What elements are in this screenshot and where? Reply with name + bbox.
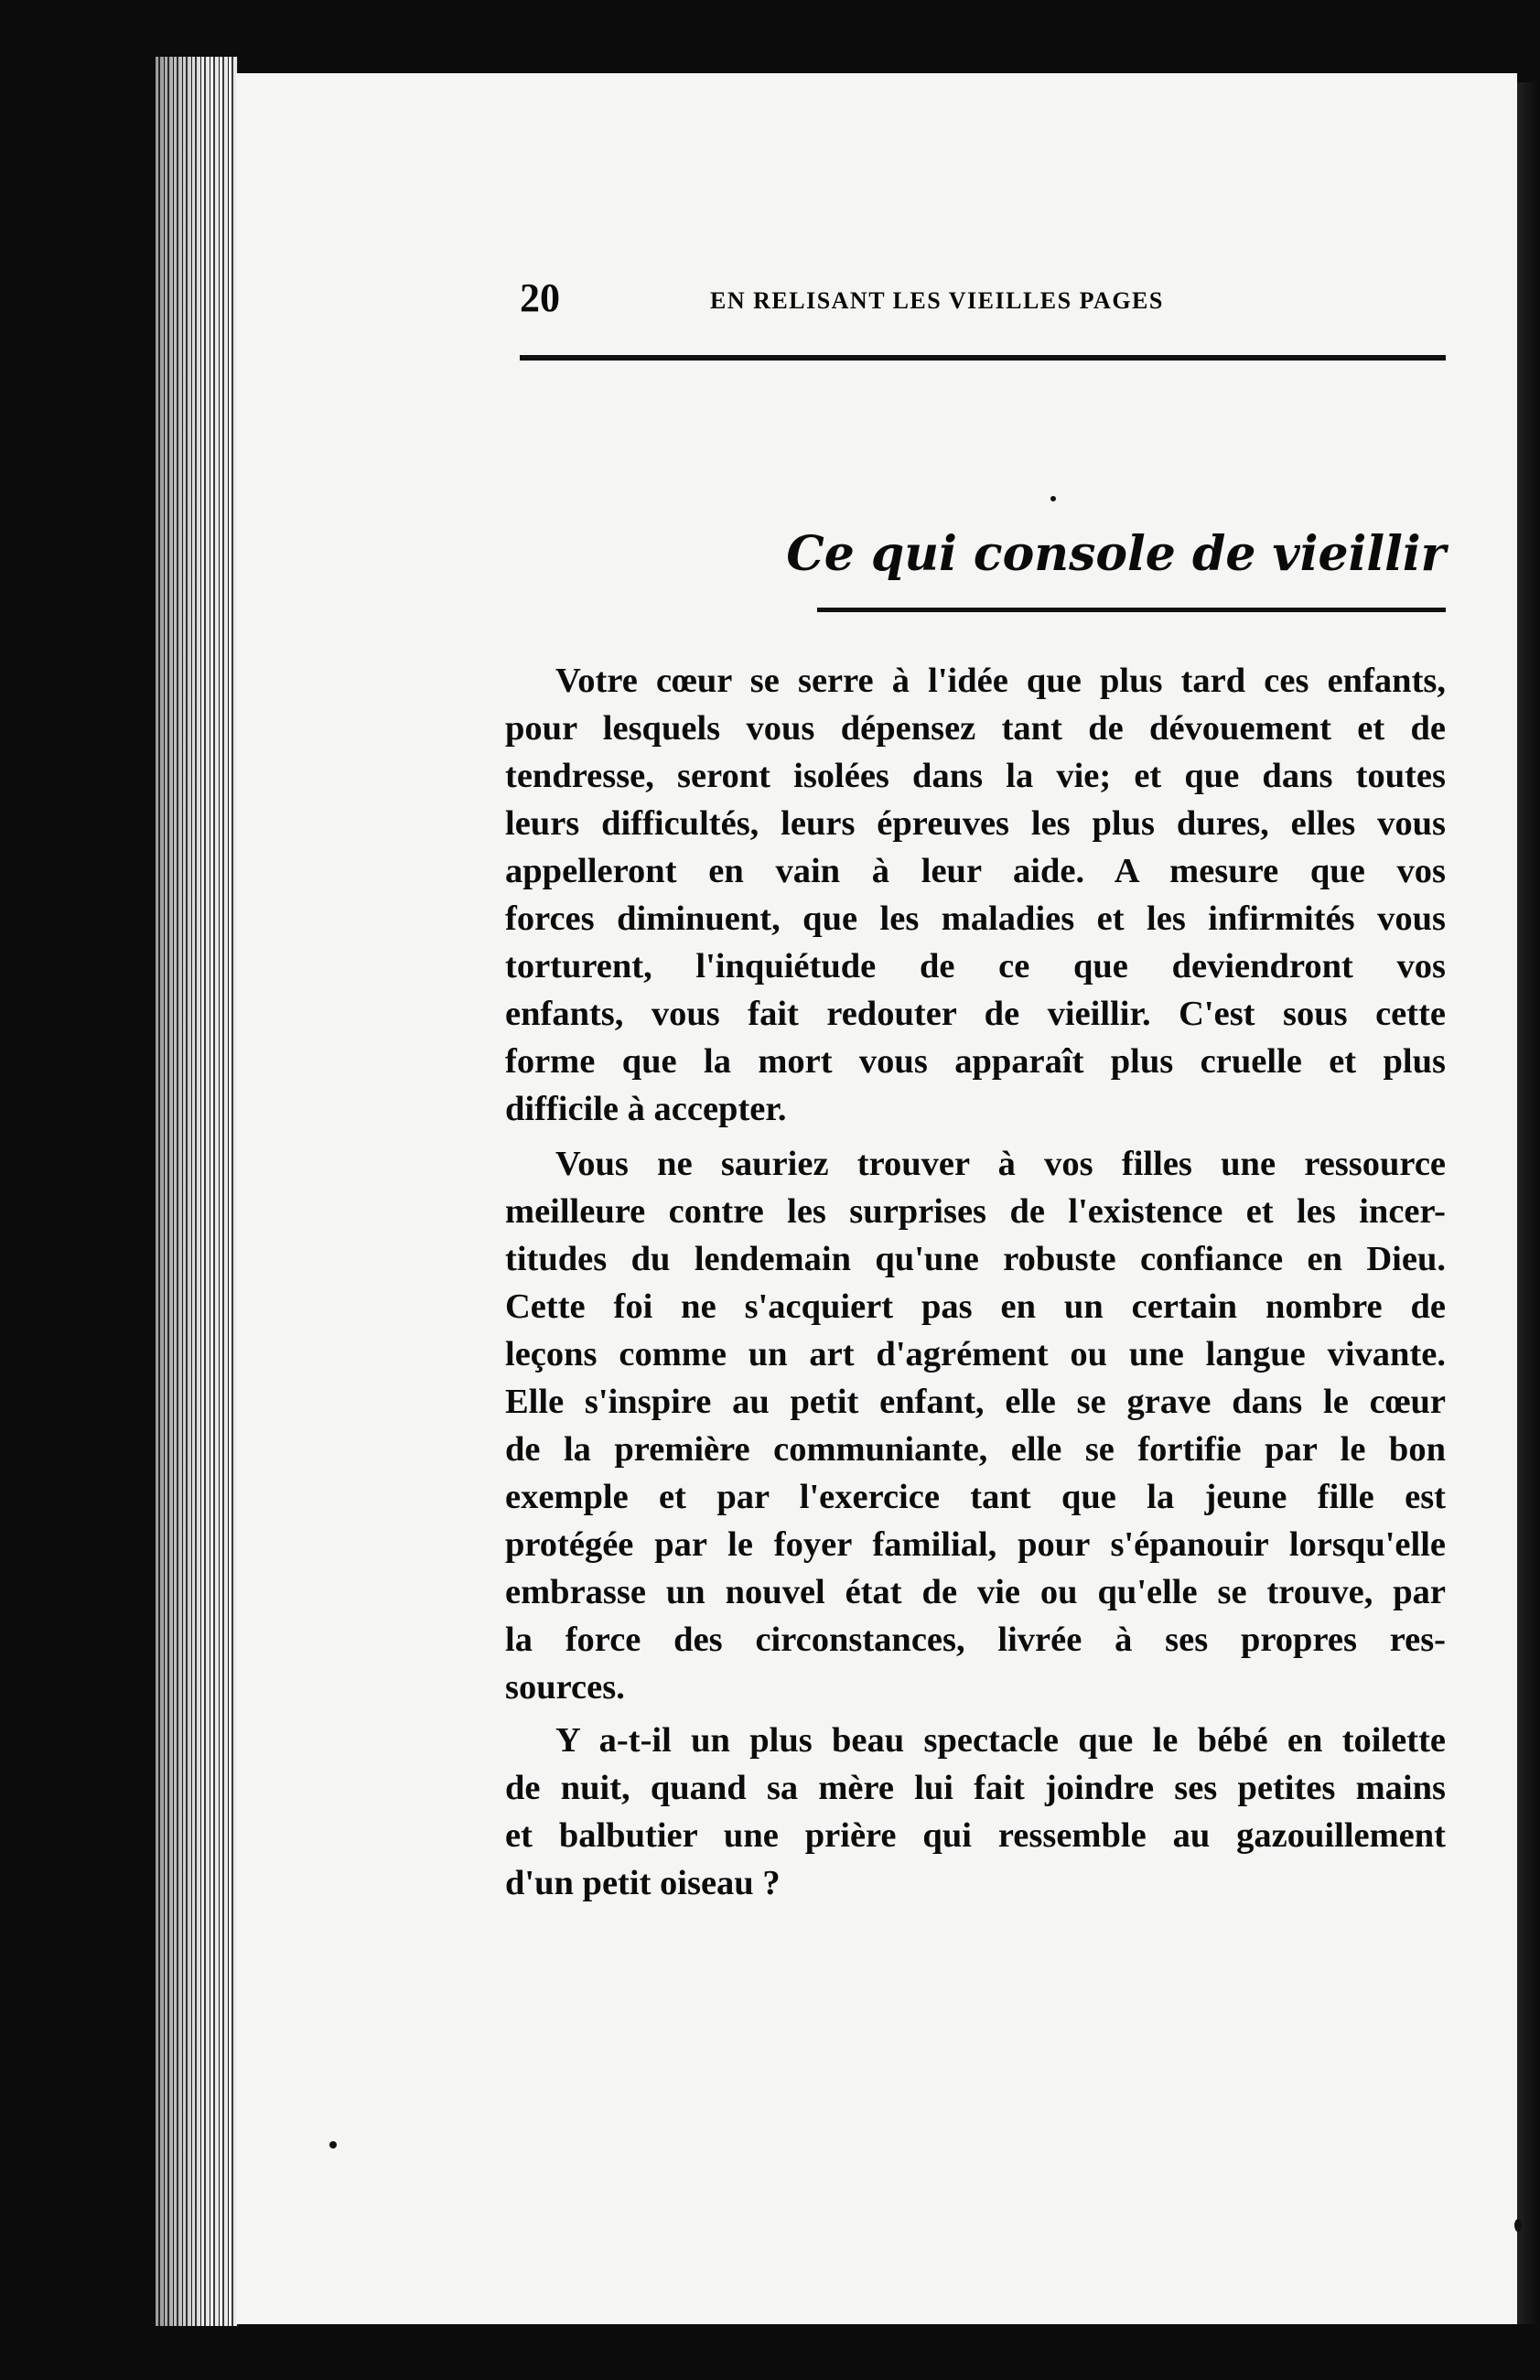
body-line: titudes du lendemain qu'une robuste confiance en Dieu. [505,1240,1446,1278]
body-line: tendresse, seront isolées dans la vie; et que dans toutes [505,757,1446,795]
header-rule [520,355,1446,361]
body-line: protégée par le foyer familial, pour s'épanouir lorsqu'elle [505,1525,1446,1564]
body-line: la force des circonstances, livrée à ses propres res- [505,1621,1446,1659]
running-title: EN RELISANT LES VIEILLES PAGES [710,287,1164,314]
page-edges-shadow [156,57,238,2326]
body-line: de nuit, quand sa mère lui fait joindre ses petites mains [505,1769,1446,1807]
body-line: Vous ne sauriez trouver à vos filles une ressource [555,1145,1446,1183]
body-line: pour lesquels vous dépensez tant de dévouement et de [505,709,1446,748]
body-line: Cette foi ne s'acquiert pas en un certain nombre de [505,1287,1446,1326]
body-line: et balbutier une prière qui ressemble au gazouillement [505,1816,1446,1855]
dust-speck [1050,496,1056,501]
body-line: Y a-t-il un plus beau spectacle que le bébé en toilette [555,1721,1446,1760]
body-line: de la première communiante, elle se fortifie par le bon [505,1430,1446,1469]
page-number: 20 [520,275,560,320]
body-line: sources. [505,1668,625,1707]
body-line: exemple et par l'exercice tant que la jeune fille est [505,1478,1446,1516]
body-line: leçons comme un art d'agrément ou une langue vivante. [505,1335,1446,1373]
chapter-title: Ce qui console de vieillir [786,526,1446,582]
chapter-title-rule [817,608,1446,612]
body-line: forces diminuent, que les maladies et les infirmités vous [505,899,1446,938]
body-line: d'un petit oiseau ? [505,1864,781,1902]
running-header [520,275,1444,329]
body-line: Votre cœur se serre à l'idée que plus tard ces enfants, [555,662,1446,700]
body-line: embrasse un nouvel état de vie ou qu'elle se trouve, par [505,1573,1446,1611]
dust-speck [329,2141,337,2148]
body-line: torturent, l'inquiétude de ce que deviendront vos [505,947,1446,985]
body-line: appelleront en vain à leur aide. A mesure que vos [505,852,1446,890]
body-line: Elle s'inspire au petit enfant, elle se grave dans le cœur [505,1383,1446,1421]
body-line: difficile à accepter. [505,1090,787,1128]
body-line: forme que la mort vous apparaît plus cruelle et plus [505,1042,1446,1081]
dust-speck [1514,2219,1522,2232]
body-line: leurs difficultés, leurs épreuves les plus dures, elles vous [505,804,1446,843]
body-line: enfants, vous fait redouter de vieillir. C'est sous cette [505,995,1446,1033]
body-line: meilleure contre les surprises de l'existence et les incer- [505,1192,1446,1231]
